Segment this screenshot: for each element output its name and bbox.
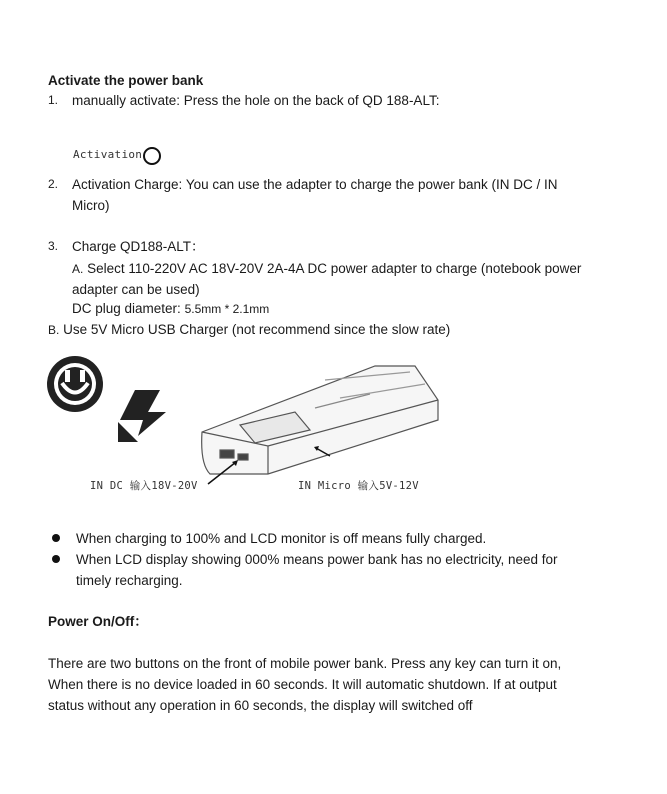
bullet-text: When charging to 100% and LCD monitor is off means fully charged. (76, 531, 487, 546)
paragraph-line: When there is no device loaded in 60 seconds. It will automatic shutdown. If at output (48, 677, 557, 692)
plug-diameter-line (72, 298, 269, 320)
list-item-text: Activation Charge: You can use the adapter to charge the power bank (IN DC / IN (72, 177, 558, 192)
bullet-dot (52, 555, 60, 563)
plug-value: 5.5mm * 2.1mm (184, 302, 270, 316)
in-dc-label: IN DC 输入18V-20V (90, 480, 198, 492)
list-item-text: Charge QD188-ALT： (72, 239, 205, 254)
option-a-line (72, 258, 581, 280)
lightning-arrow-icon (118, 390, 166, 442)
list-number: 1. (48, 93, 59, 107)
option-a-line-continued: adapter can be used) (72, 282, 200, 297)
list-item-text: manually activate: Press the hole on the back of QD 188-ALT: (72, 93, 440, 108)
activation-label: Activation (73, 148, 143, 161)
paragraph-line: There are two buttons on the front of mobile power bank. Press any key can turn it on, (48, 656, 562, 671)
bullet-text-continued: timely recharging. (76, 573, 183, 588)
bullet-text: When LCD display showing 000% means power bank has no electricity, need for (76, 552, 558, 567)
list-number: 2. (48, 177, 59, 191)
section-title-activate: Activate the power bank (48, 73, 204, 88)
section-title-power: Power On/Off： (48, 614, 148, 629)
list-item-text-continued: Micro) (72, 198, 110, 213)
option-b-prefix: B. (48, 323, 60, 337)
paragraph-line: status without any operation in 60 seconds, the display will switched off (48, 698, 473, 713)
activation-hole-icon (143, 147, 161, 165)
bullet-dot (52, 534, 60, 542)
power-bank-device (202, 366, 438, 474)
power-plug-icon (47, 356, 103, 412)
option-a-prefix: A. (72, 262, 84, 276)
option-a-text: Select 110-220V AC 18V-20V 2A-4A DC power adapter to charge (notebook power (83, 261, 582, 276)
in-micro-label: IN Micro 输入5V-12V (298, 480, 419, 492)
option-b-text: Use 5V Micro USB Charger (not recommend since the slow rate) (59, 322, 451, 337)
list-number: 3. (48, 239, 59, 253)
option-b-line (48, 319, 450, 341)
plug-label: DC plug diameter: (72, 301, 185, 316)
